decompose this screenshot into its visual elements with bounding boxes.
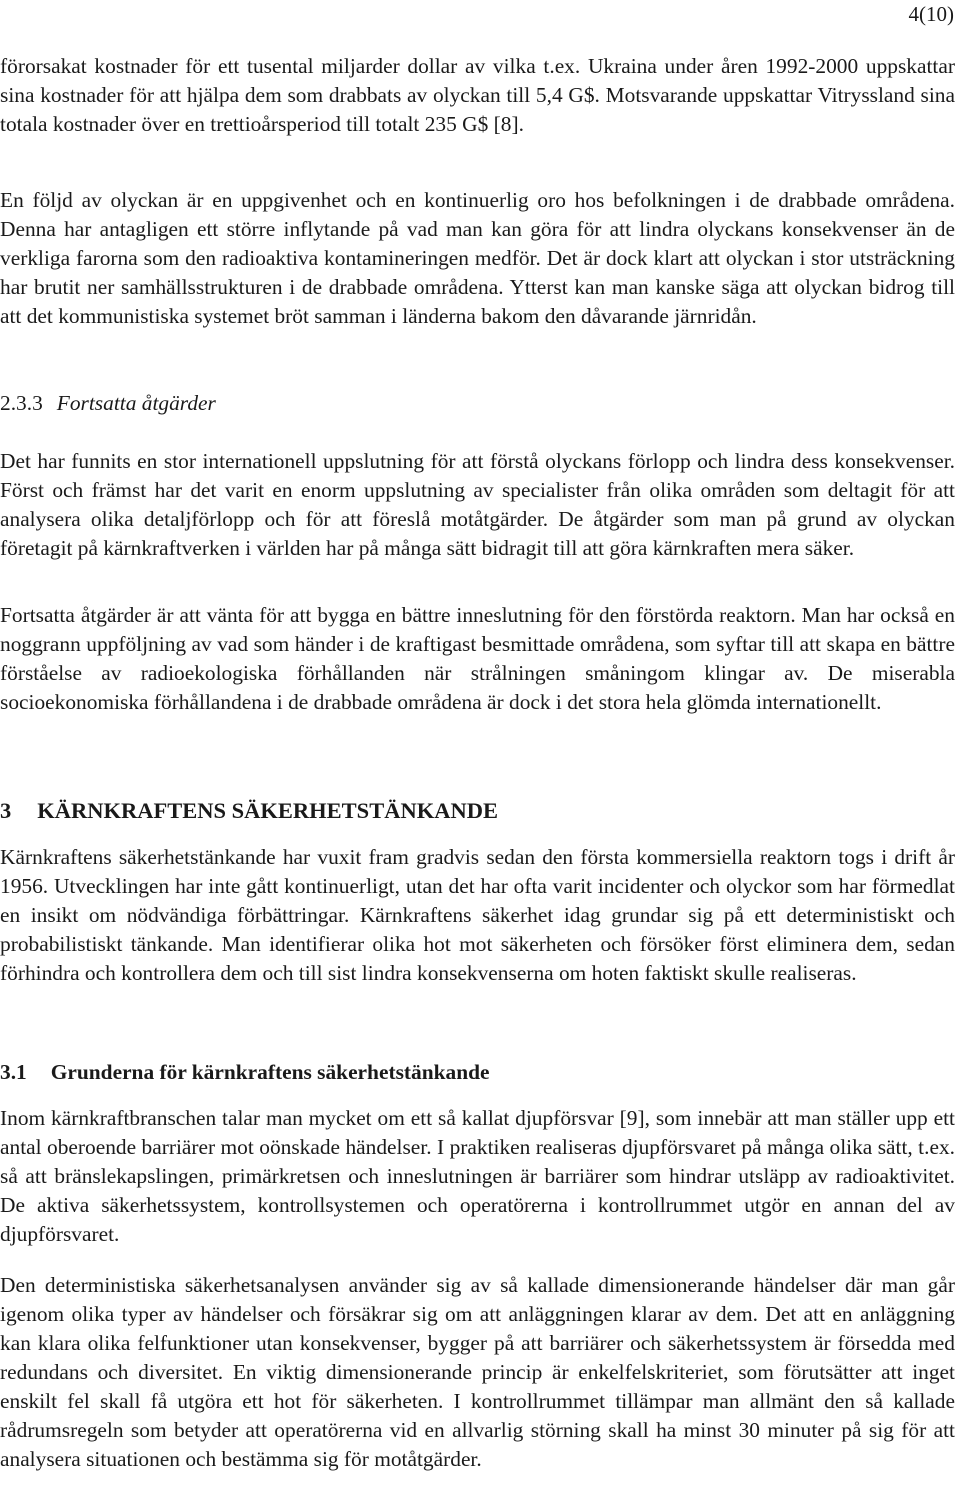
paragraph-safety-thinking: Kärnkraftens säkerhetstänkande har vuxit fram gradvis sedan den första kommersiella reaktorn togs i drift år 1956. Utvecklingen har inte gått kontinuerligt, utan det har ofta varit incidenter och olyckor som har förmedlat en insikt om nödvändiga förbättringar. Kärnkraftens säkerhet idag grundar sig på ett deterministiskt och probabilistiskt tänkande. Man identifierar olika hot mot säkerheten och försöker först eliminera dem, sedan förhindra och kontrollera dem och till sist lindra konsekvenserna om hoten faktiskt skulle realiseras. bbox=[0, 845, 955, 985]
chapter-number: 3 bbox=[0, 798, 12, 823]
paragraph-international-effort: Det har funnits en stor internationell uppslutning för att förstå olyckans förlopp och lindra dess konsekvenser. Först och främst har det varit en enorm uppslutning av specialister från olika områden som deltagit för att analysera olika detaljförlopp och för att föreslå motåtgärder. De åtgärder som man på grund av olyckan företagit på kärnkraftverken i världen har på många sätt bidragit till att göra kärnkraften mera säker. bbox=[0, 449, 955, 560]
chapter-title: KÄRNKRAFTENS SÄKERHETSTÄNKANDE bbox=[37, 798, 498, 823]
section-number: 2.3.3 bbox=[0, 391, 43, 415]
section-title: Grunderna för kärnkraftens säkerhetstänkande bbox=[50, 1060, 490, 1084]
section-heading-2-3-3 bbox=[0, 389, 216, 418]
section-title: Fortsatta åtgärder bbox=[56, 391, 216, 415]
paragraph-consequences: En följd av olyckan är en uppgivenhet och en kontinuerlig oro hos befolkningen i de drabbade områdena. Denna har antagligen ett större inflytande på vad man kan göra för att lindra olyckans konsekvenser än de verkliga farorna som den radioaktiva kontamineringen medför. Det är dock klart att olyckan i stor utsträckning har brutit ner samhällsstrukturen i de drabbade områdena. Ytterst kan man kanske säga att olyckan bidrog till att det kommunistiska systemet bröt samman i länderna bakom den dåvarande järnridån. bbox=[0, 188, 955, 328]
section-number: 3.1 bbox=[0, 1060, 27, 1084]
section-heading-3-1 bbox=[0, 1058, 490, 1087]
paragraph-costs: förorsakat kostnader för ett tusental miljarder dollar av vilka t.ex. Ukraina under åren 1992-2000 uppskattar sina kostnader för att hjälpa dem som drabbats av olyckan till 5,4 G$. Motsvarande uppskattar Vitryssland sina totala kostnader över en trettioårsperiod till totalt 235 G$ [8]. bbox=[0, 54, 955, 136]
chapter-heading-3 bbox=[0, 796, 498, 826]
page-number: 4(10) bbox=[908, 2, 954, 26]
paragraph-defense-in-depth: Inom kärnkraftbranschen talar man mycket om ett så kallat djupförsvar [9], som innebär att man ställer upp ett antal oberoende barriärer mot oönskade händelser. I praktiken realiseras djupförsvaret på många olika sätt, t.ex. så att bränslekapslingen, primärkretsen och inneslutningen är barriärer som hindrar utsläpp av radioaktivitet. De aktiva säkerhetssystem, kontrollsystemen och operatörerna i kontrollrummet utgör en annan del av djupförsvaret. bbox=[0, 1106, 955, 1246]
paragraph-deterministic-analysis: Den deterministiska säkerhetsanalysen använder sig av så kallade dimensionerande händelser där man går igenom olika typer av händelser och försäkrar sig om att anläggningen klarar av dem. Det att en anläggning kan klara olika felfunktioner utan konsekvenser, bygger på att barriärer och säkerhetssystem är försedda med redundans och diversitet. En viktig dimensionerande princip är enkelfelskriteriet, som förutsätter att inget enskilt fel skall få utgöra ett hot för säkerheten. I kontrollrummet tillämpar man allmänt den så kallade rådrumsregeln som betyder att operatörerna vid en allvarlig störning skall ha minst 30 minuter på sig för att analysera situationen och bestämma sig för motåtgärder. bbox=[0, 1273, 955, 1471]
paragraph-continued-measures: Fortsatta åtgärder är att vänta för att bygga en bättre inneslutning för den förstörda reaktorn. Man har också en noggrann uppföljning av vad som händer i de kraftigast besmittade områdena, som syftar till att skapa en bättre förståelse av radioekologiska förhållanden när strålningen småningom klingar av. De miserabla socioekonomiska förhållandena i de drabbade områdena är dock i det stora hela glömda internationellt. bbox=[0, 603, 955, 714]
